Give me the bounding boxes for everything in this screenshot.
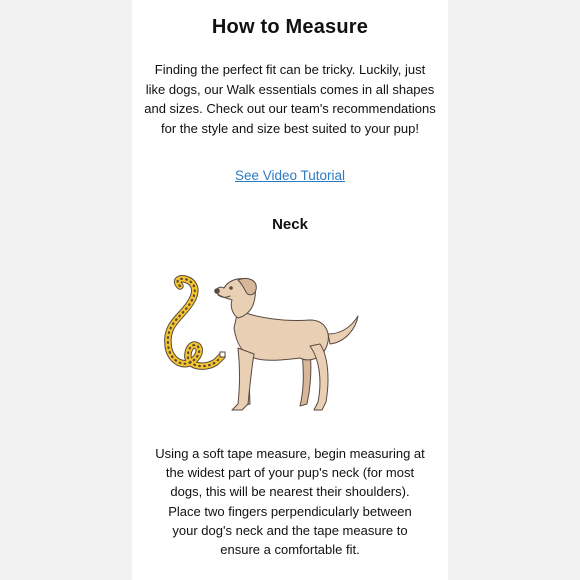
neck-measure-illustration (160, 266, 370, 422)
dog-icon (215, 278, 358, 410)
neck-section-title: Neck (272, 216, 308, 233)
video-tutorial-link[interactable]: See Video Tutorial (234, 168, 346, 183)
page-title: How to Measure (211, 16, 369, 38)
intro-paragraph: Finding the perfect fit can be tricky. Luckily, just like dogs, our Walk essentials comes in all shapes and sizes. Check out our team's recommendations for the style and size best suited to your pup! (144, 62, 436, 136)
how-to-measure-page (132, 0, 448, 580)
neck-instructions: Using a soft tape measure, begin measuring at the widest part of your pup's neck (for most dogs, this will be nearest their shoulders). Place two fingers perpendicularly between your dog's neck and the tape measure to ensure a comfortable fit. (155, 446, 425, 558)
